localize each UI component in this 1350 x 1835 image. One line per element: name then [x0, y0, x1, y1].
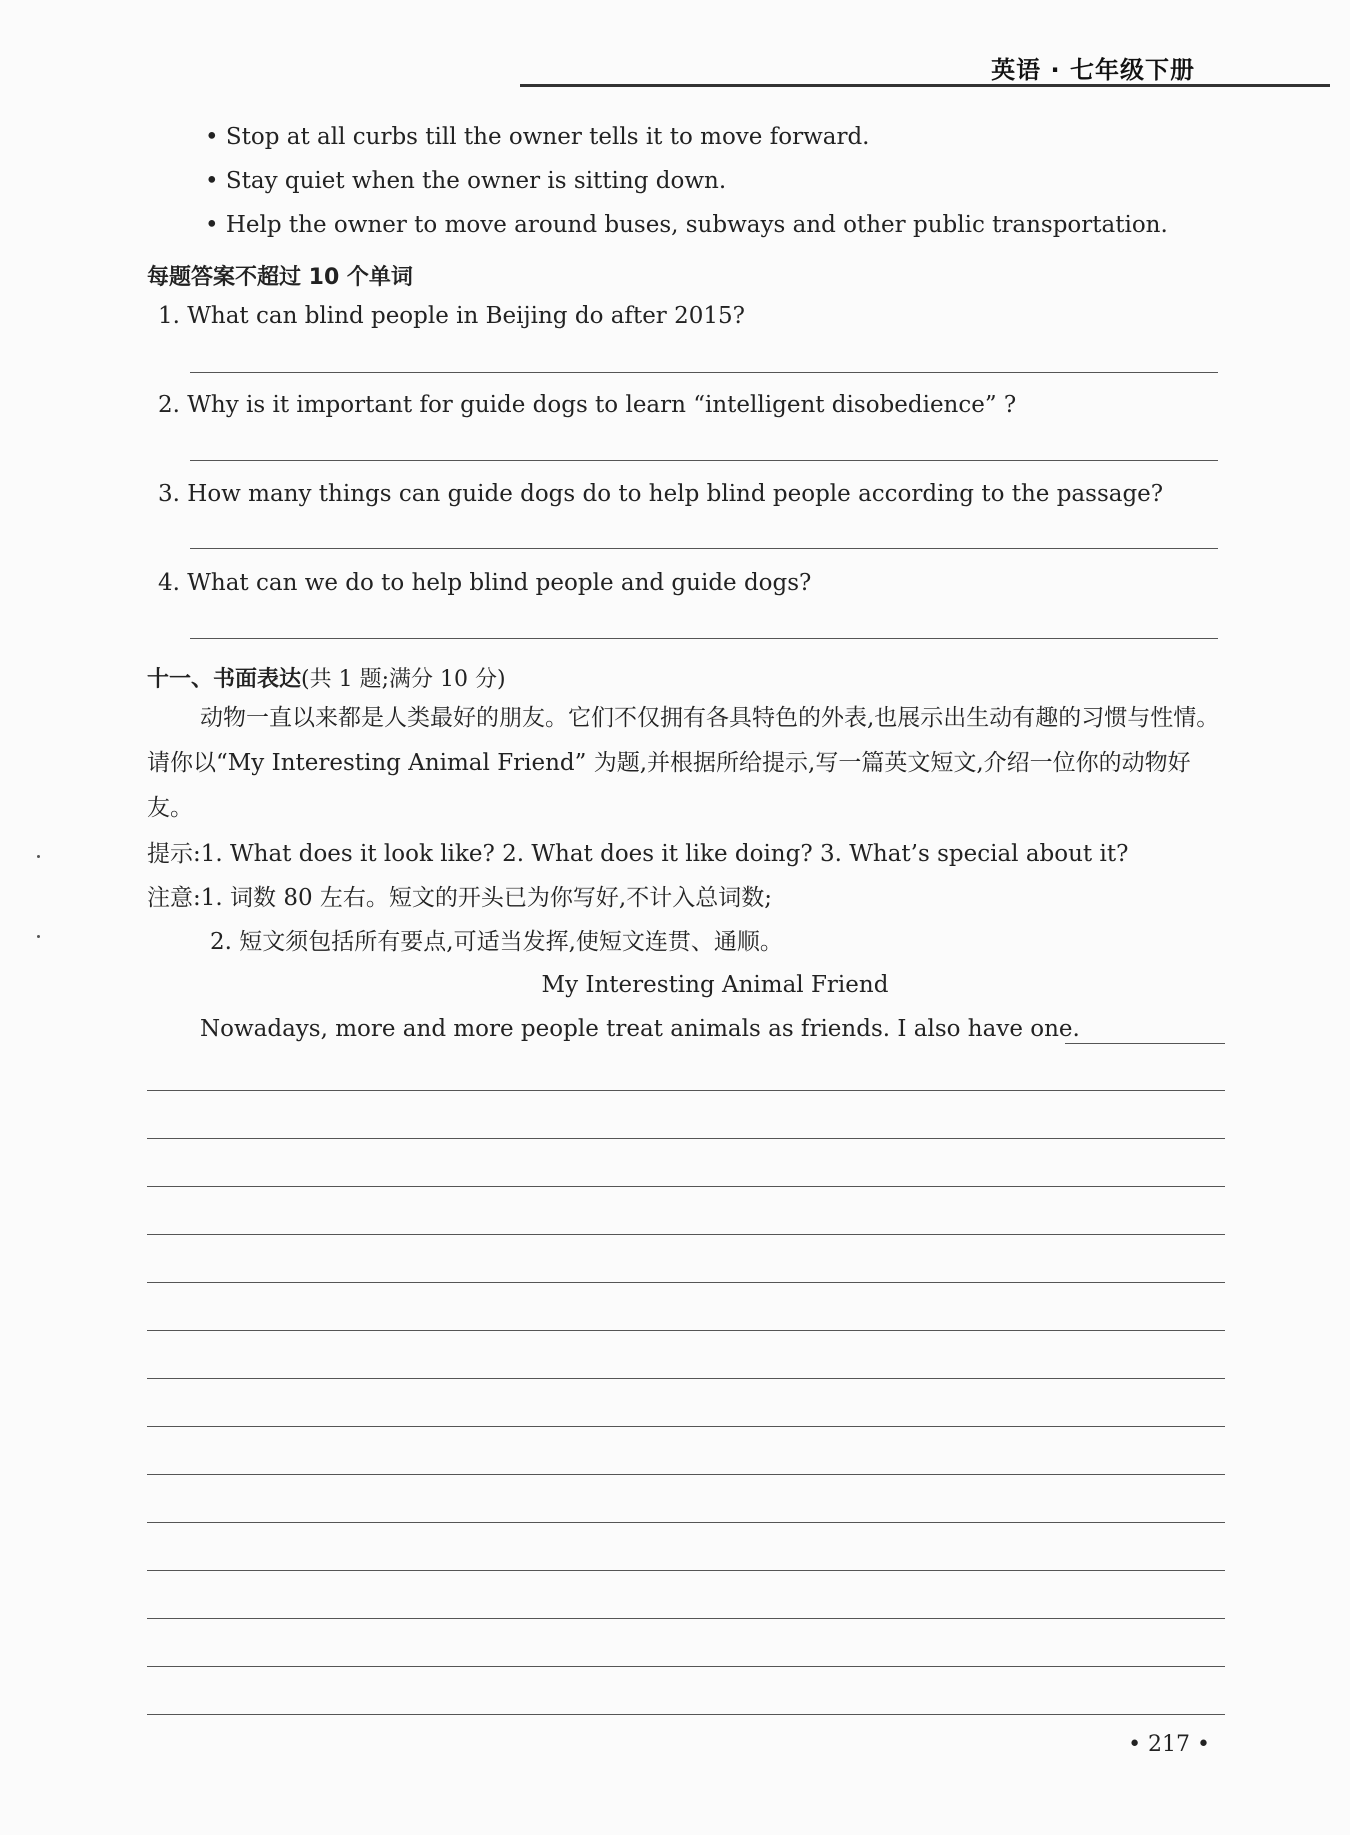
answer-line-3[interactable] — [190, 548, 1218, 549]
essay-title: My Interesting Animal Friend — [541, 972, 889, 998]
essay-blank-inline[interactable] — [1065, 1043, 1225, 1044]
section-score: (共 1 题;满分 10 分) — [301, 667, 506, 692]
question-1: 1. What can blind people in Beijing do after 2015? — [158, 303, 745, 329]
section-heading — [147, 662, 506, 693]
page-number: • 217 • — [1128, 1732, 1210, 1757]
writing-line[interactable] — [147, 1090, 1225, 1091]
writing-line[interactable] — [147, 1330, 1225, 1331]
margin-dot — [37, 935, 40, 938]
writing-line[interactable] — [147, 1474, 1225, 1475]
answer-line-1[interactable] — [190, 372, 1218, 373]
margin-dot — [37, 855, 40, 858]
writing-line[interactable] — [147, 1618, 1225, 1619]
writing-line[interactable] — [147, 1282, 1225, 1283]
answer-instruction: 每题答案不超过 10 个单词 — [147, 265, 413, 290]
writing-note-1: 注意:1. 词数 80 左右。短文的开头已为你写好,不计入总词数; — [147, 885, 772, 911]
writing-prompt-paragraph: 动物一直以来都是人类最好的朋友。它们不仅拥有各具特色的外表,也展示出生动有趣的习惯与性情。请你以“My Interesting Animal Friend” 为题,并根据所给提示,写一篇英文短文,介绍一位你的动物好友。 — [147, 705, 1220, 821]
section-title: 十一、书面表达 — [147, 667, 302, 692]
writing-line[interactable] — [147, 1570, 1225, 1571]
writing-line[interactable] — [147, 1234, 1225, 1235]
writing-line[interactable] — [147, 1666, 1225, 1667]
bullet-item-3: • Help the owner to move around buses, subways and other public transportation. — [205, 212, 1168, 238]
question-2: 2. Why is it important for guide dogs to learn “intelligent disobedience” ? — [158, 392, 1017, 418]
bullet-item-1: • Stop at all curbs till the owner tells it to move forward. — [205, 124, 870, 150]
writing-line[interactable] — [147, 1426, 1225, 1427]
writing-line[interactable] — [147, 1378, 1225, 1379]
writing-hint: 提示:1. What does it look like? 2. What does it like doing? 3. What’s special about it? — [147, 841, 1129, 867]
writing-line[interactable] — [147, 1138, 1225, 1139]
writing-line[interactable] — [147, 1714, 1225, 1715]
header-title: 英语 · 七年级下册 — [991, 56, 1195, 84]
question-3: 3. How many things can guide dogs do to help blind people according to the passage? — [158, 481, 1164, 507]
essay-opening: Nowadays, more and more people treat animals as friends. I also have one. — [200, 1016, 1080, 1042]
writing-line[interactable] — [147, 1186, 1225, 1187]
header-rule — [520, 84, 1330, 87]
writing-line[interactable] — [147, 1522, 1225, 1523]
bullet-item-2: • Stay quiet when the owner is sitting down. — [205, 168, 727, 194]
answer-line-4[interactable] — [190, 638, 1218, 639]
question-4: 4. What can we do to help blind people and guide dogs? — [158, 570, 812, 596]
writing-note-2: 2. 短文须包括所有要点,可适当发挥,使短文连贯、通顺。 — [210, 929, 783, 955]
answer-line-2[interactable] — [190, 460, 1218, 461]
